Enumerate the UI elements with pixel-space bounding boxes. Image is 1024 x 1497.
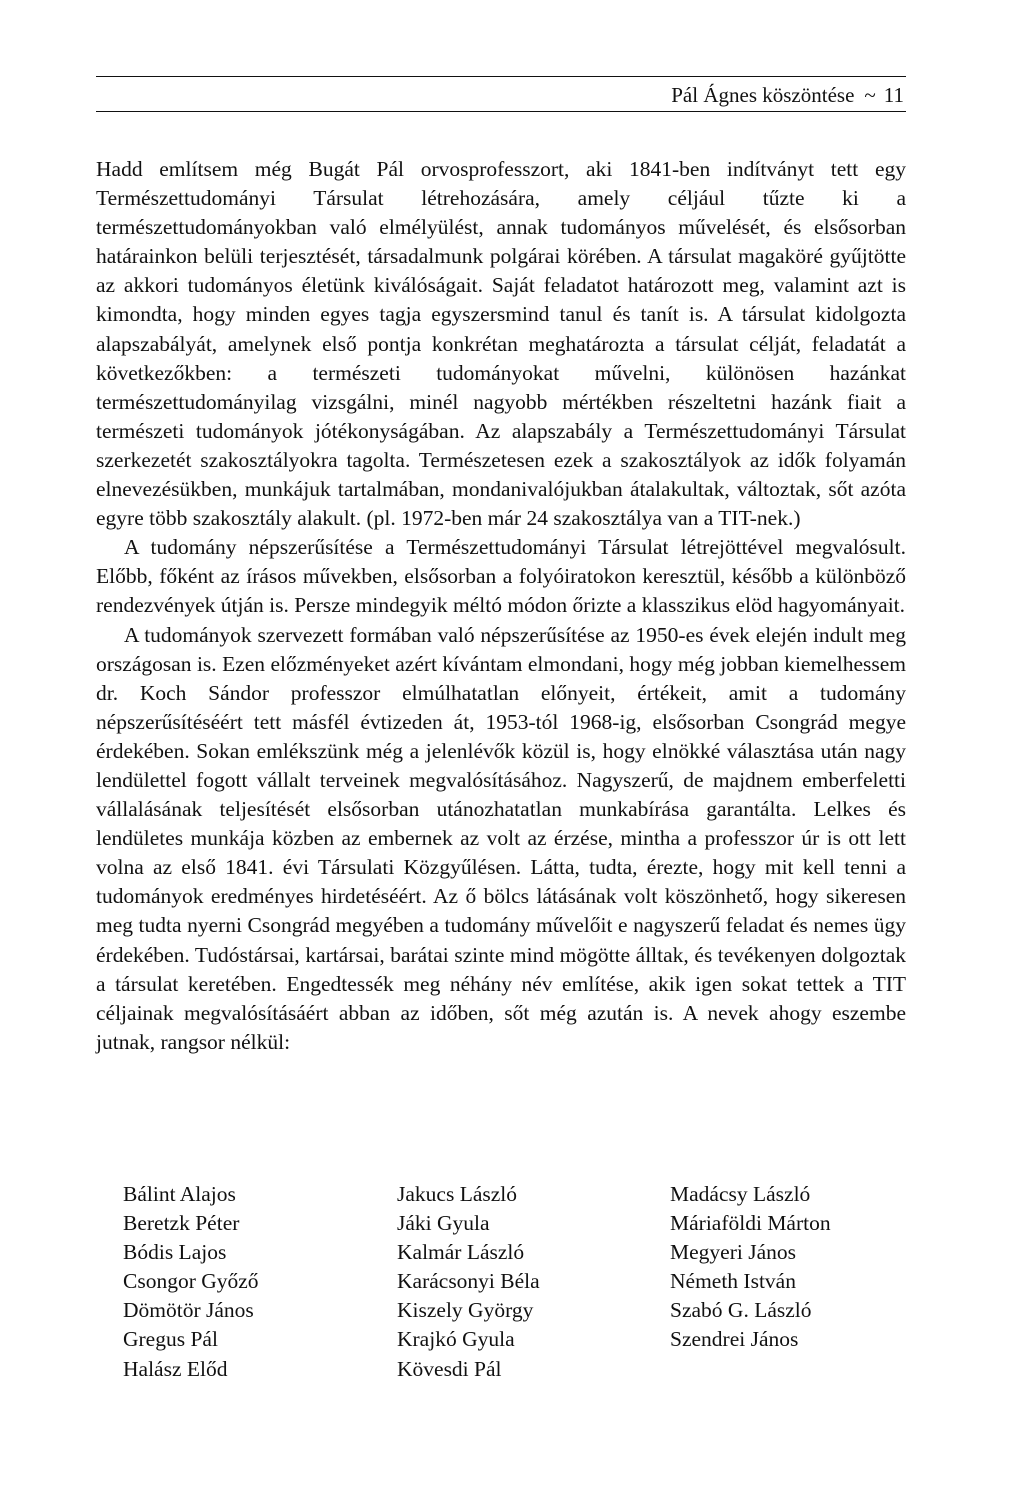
name-item: Szendrei János bbox=[670, 1327, 799, 1352]
name-item: Karácsonyi Béla bbox=[397, 1269, 540, 1294]
name-item: Jáki Gyula bbox=[397, 1211, 490, 1236]
name-item: Megyeri János bbox=[670, 1240, 796, 1265]
names-column-2 bbox=[397, 1180, 540, 1384]
name-item: Németh István bbox=[670, 1269, 796, 1294]
name-item: Kalmár László bbox=[397, 1240, 525, 1265]
page-number: 11 bbox=[883, 83, 904, 107]
name-item: Halász Előd bbox=[123, 1356, 228, 1381]
name-item: Máriaföldi Márton bbox=[670, 1211, 831, 1236]
name-item: Bálint Alajos bbox=[123, 1182, 236, 1206]
name-item: Gregus Pál bbox=[123, 1327, 218, 1352]
names-column-1 bbox=[123, 1180, 259, 1384]
body-text bbox=[96, 155, 906, 1057]
paragraph-3: A tudományok szervezett formában való népszerűsítése az 1950-es évek elején indult meg országosan is. Ezen előzményeket azért kívántam elmondani, hogy még jobban kiemelhessem dr. Koch Sándor professzor elmúlhatatlan előnyeit, értékeit, amit a tudomány népszerűsítéséért tett másfél évtizeden át, 1953-tól 1968-ig, elsősorban Csongrád megye érdekében. Sokan emlékszünk még a jelenlévők közül is, hogy elnökké választása után nagy lendülettel fogott vállalt terveinek megvalósításához. Nagyszerű, de majdnem emberfeletti vállalásának teljesítését elsősorban utánozhatatlan munkabírása garantálta. Lelkes és lendületes munkája közben az embernek az volt az érzése, mintha a professzor úr is ott lett volna az első 1841. évi Társulati Közgyűlésen. Látta, tudta, érezte, hogy mit kell tenni a tudományok eredményes hirdetéséért. Az ő bölcs látásának volt köszönhető, hogy sikeresen meg tudta nyerni Csongrád megyében a tudomány művelőit e nagyszerű feladat és nemes ügy érdekében. Tudóstársai, kartársai, barátai szinte mind mögötte álltak, és tevékenyen dolgoztak a társulat keretében. Engedtessék meg néhány név említése, akik igen sokat tettek a TIT céljainak megvalósításáért abban az időben, sőt még azután is. A nevek ahogy eszembe jutnak, rangsor nélkül: bbox=[96, 622, 906, 1054]
header-title: Pál Ágnes köszöntése bbox=[671, 83, 855, 107]
name-item: Kiszely György bbox=[397, 1298, 534, 1323]
paragraph-1: Hadd említsem még Bugát Pál orvosprofesszort, aki 1841-ben indítványt tett egy Természettudományi Társulat létrehozására, amely céljául tűzte ki a természettudományokban való elmélyülést, annak tudományos művelését, és elsősorban határainkon belüli terjesztését, társadalmunk polgárai körében. A társulat magaköré gyűjtötte az akkori tudományos életünk kiválóságait. Saját feladatot határozott meg, valamint azt is kimondta, hogy minden egyes tagja egyszersmind tanul és tanít is. A társulat kidolgozta alapszabályát, amelynek első pontja konkrétan meghatározta a társulat célját, feladatát a következőkben: a természeti tudományokat művelni, különösen hazánkat természettudományilag vizsgálni, minél nagyobb mértékben részeltetni hazánk fiait a természeti tudományok jótékonyságában. Az alapszabály a Természettudományi Társulat szerkezetét szakosztályokra tagolta. Természetesen ezek a szakosztályok az idők folyamán elnevezésükben, munkájuk tartalmában, mondanivalójukban átalakultak, változtak, sőt azóta egyre több szakosztály alakult. (pl. 1972-ben már 24 szakosztálya van a TIT-nek.) bbox=[96, 157, 906, 531]
paragraph-2: A tudomány népszerűsítése a Természettudományi Társulat létrejöttével megvalósult. Előbb, főként az írásos művekben, elsősorban a folyóiratokon keresztül, később a különböző rendezvények útján is. Persze mindegyik méltó módon őrizte a klasszikus elöd hagyományait. bbox=[96, 535, 906, 618]
name-item: Krajkó Gyula bbox=[397, 1327, 515, 1352]
name-item: Madácsy László bbox=[670, 1182, 811, 1206]
names-list bbox=[123, 1180, 883, 1390]
names-column-3 bbox=[670, 1180, 831, 1355]
book-page bbox=[96, 0, 906, 1497]
name-item: Dömötör János bbox=[123, 1298, 254, 1323]
header-separator: ~ bbox=[864, 83, 876, 107]
name-item: Beretzk Péter bbox=[123, 1211, 240, 1236]
running-header bbox=[96, 76, 906, 112]
name-item: Kövesdi Pál bbox=[397, 1356, 502, 1381]
name-item: Bódis Lajos bbox=[123, 1240, 227, 1265]
name-item: Szabó G. László bbox=[670, 1298, 812, 1323]
header-text bbox=[671, 83, 904, 108]
name-item: Csongor Győző bbox=[123, 1269, 259, 1294]
name-item: Jakucs László bbox=[397, 1182, 518, 1206]
